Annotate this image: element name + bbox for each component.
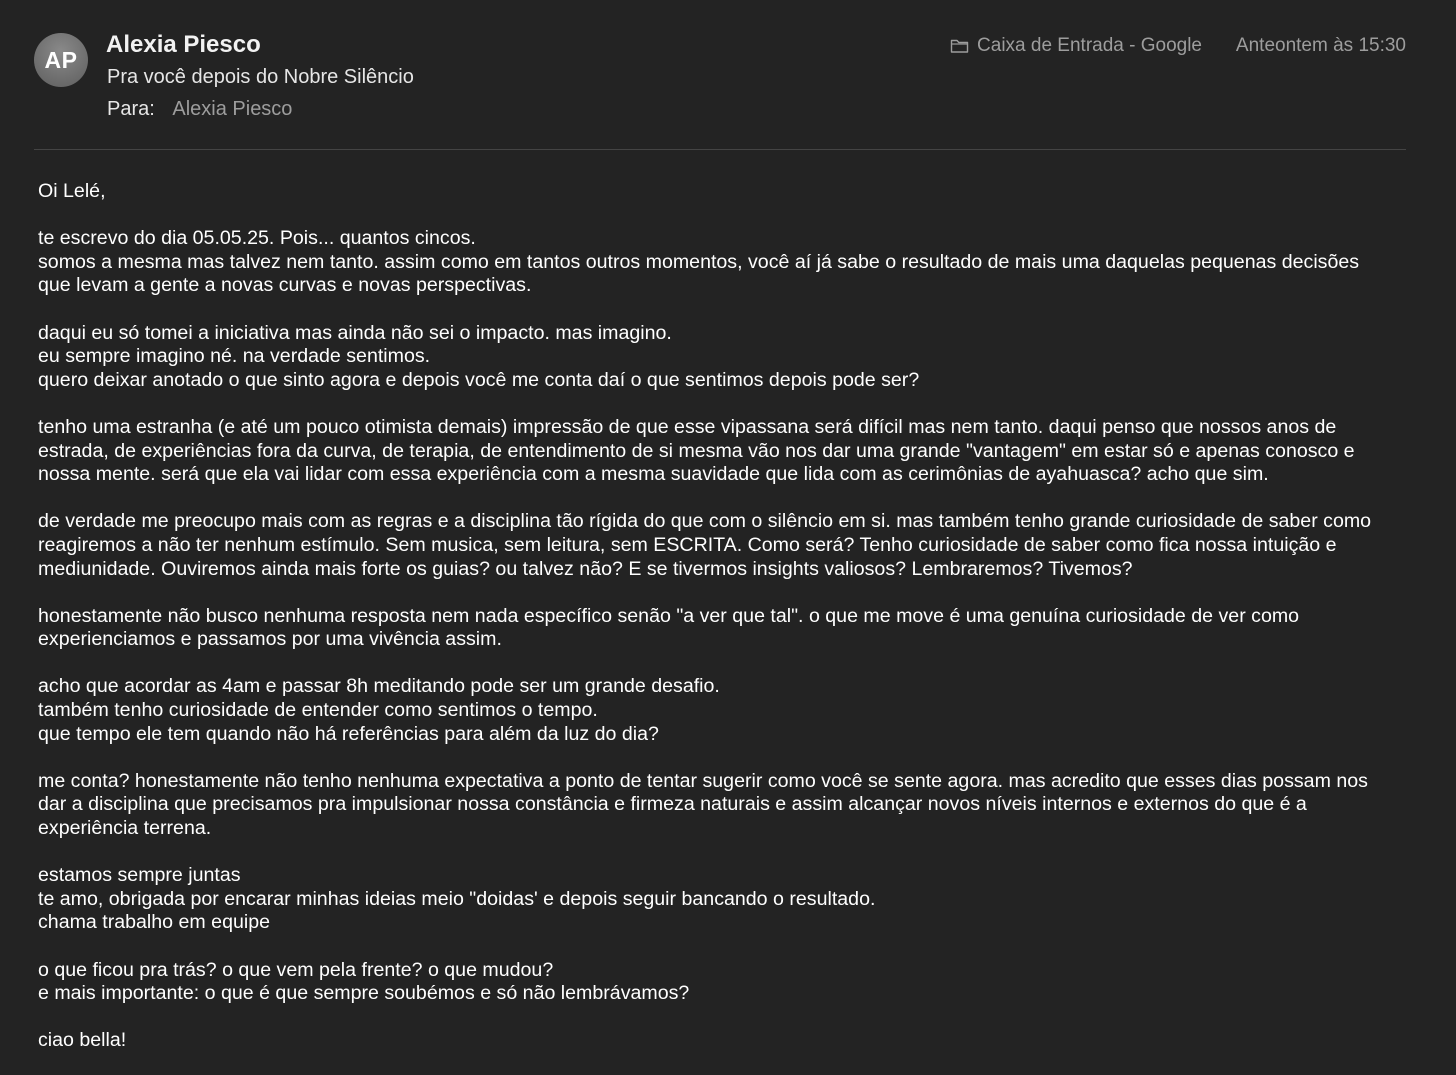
body-line: nossa mente. será que ela vai lidar com essa experiência com a mesma suavidade que lida com as cerimônias de ayahuasca? acho que sim. [38, 463, 1269, 486]
body-line: dar a disciplina que precisamos pra impulsionar nossa constância e firmeza naturais e assim alcançar novos níveis internos e externos do que é a [38, 793, 1307, 816]
body-paragraph [38, 1029, 1418, 1053]
body-line: ciao bella! [38, 1029, 127, 1052]
subject-line: Pra você depois do Nobre Silêncio [107, 66, 414, 88]
header-divider [34, 149, 1406, 150]
body-line: experienciamos e passamos por uma vivência assim. [38, 628, 502, 651]
body-line: te escrevo do dia 05.05.25. Pois... quantos cincos. [38, 227, 476, 250]
body-line: me conta? honestamente não tenho nenhuma expectativa a ponto de tentar sugerir como você se sente agora. mas acredito que esses dias possam nos [38, 769, 1368, 792]
body-line: experiência terrena. [38, 817, 212, 840]
body-line: que levam a gente a novas curvas e novas perspectivas. [38, 274, 532, 297]
body-paragraph [38, 864, 1418, 935]
body-paragraph [38, 770, 1418, 841]
body-paragraph [38, 180, 1418, 204]
body-line: Oi Lelé, [38, 180, 106, 202]
sender-name[interactable]: Alexia Piesco [106, 31, 261, 58]
body-paragraph [38, 605, 1418, 652]
body-line: estamos sempre juntas [38, 864, 241, 887]
body-line: estrada, de experiências fora da curva, de terapia, de entendimento de si mesma vão nos dar uma grande "vantagem" em estar só e apenas conosco e [38, 439, 1355, 462]
body-paragraph [38, 416, 1418, 487]
message-header [0, 0, 1456, 150]
recipient-name[interactable]: Alexia Piesco [172, 98, 293, 120]
body-paragraph [38, 322, 1418, 393]
body-line: eu sempre imagino né. na verdade sentimos. [38, 345, 431, 368]
avatar[interactable]: AP [34, 33, 88, 87]
body-paragraph [38, 675, 1418, 746]
mailbox-name: Caixa de Entrada - Google [977, 35, 1202, 56]
body-line: honestamente não busco nenhuma resposta nem nada específico senão "a ver que tal". o que me move é uma genuína curiosidade de ver como [38, 604, 1300, 627]
body-line: de verdade me preocupo mais com as regras e a disciplina tão rígida do que com o silêncio em si. mas também tenho grande curiosidade de saber como [38, 510, 1372, 533]
recipient-line [107, 98, 292, 121]
body-line: reagiremos a não ter nenhum estímulo. Sem musica, sem leitura, sem ESCRITA. Como será? Tenho curiosidade de saber como fica nossa intuição e [38, 533, 1337, 556]
to-label: Para: [107, 98, 155, 120]
body-paragraph [38, 227, 1418, 298]
body-line: acho que acordar as 4am e passar 8h meditando pode ser um grande desafio. [38, 675, 720, 698]
body-line: também tenho curiosidade de entender como sentimos o tempo. [38, 699, 598, 722]
mailbox-label[interactable] [950, 35, 1202, 57]
body-line: o que ficou pra trás? o que vem pela frente? o que mudou? [38, 958, 554, 981]
body-line: mediunidade. Ouviremos ainda mais forte os guias? ou talvez não? E se tivermos insights valiosos? Lembraremos? Tivemos? [38, 557, 1133, 580]
body-line: tenho uma estranha (e até um pouco otimista demais) impressão de que esse vipassana será difícil mas nem tanto. daqui penso que nossos anos de [38, 415, 1337, 438]
body-line: que tempo ele tem quando não há referências para além da luz do dia? [38, 722, 659, 745]
body-line: somos a mesma mas talvez nem tanto. assim como em tantos outros momentos, você aí já sabe o resultado de mais uma daquelas pequenas decisões [38, 250, 1360, 273]
message-date: Anteontem às 15:30 [1235, 35, 1406, 56]
folder-icon [950, 38, 969, 54]
body-line: te amo, obrigada por encarar minhas ideias meio "doidas' e depois seguir bancando o resultado. [38, 887, 876, 910]
body-paragraph [38, 959, 1418, 1006]
body-paragraph [38, 510, 1418, 581]
body-line: daqui eu só tomei a iniciativa mas ainda não sei o impacto. mas imagino. [38, 321, 672, 344]
message-body [38, 180, 1418, 1075]
body-line: chama trabalho em equipe [38, 911, 271, 934]
body-line: quero deixar anotado o que sinto agora e depois você me conta daí o que sentimos depois pode ser? [38, 368, 920, 391]
body-line: e mais importante: o que é que sempre soubémos e só não lembrávamos? [38, 982, 690, 1005]
